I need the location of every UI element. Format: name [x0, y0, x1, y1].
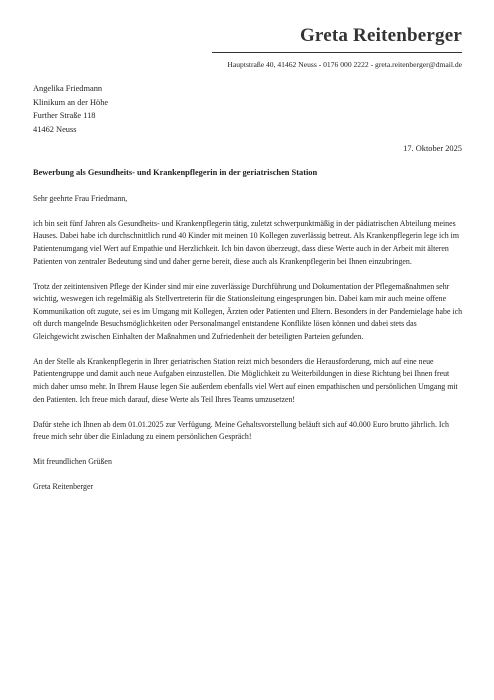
closing: Mit freundlichen Grüßen	[33, 456, 112, 466]
recipient-address	[33, 82, 108, 136]
sender-name: Greta Reitenberger	[299, 25, 462, 46]
header-divider	[212, 52, 462, 53]
letter-body	[33, 193, 464, 506]
sender-contact-line: Hauptstraße 40, 41462 Neuss - 0176 000 2222 - greta.reitenberger@dmail.de	[227, 60, 462, 69]
recipient-name: Angelika Friedmann	[33, 84, 103, 93]
recipient-street: Further Straße 118	[33, 111, 96, 120]
signature: Greta Reitenberger	[33, 481, 94, 491]
body-paragraph: An der Stelle als Krankenpflegerin in Ihrer geriatrischen Station reizt mich besonders die Herausforderung, mich auf eine neue Patientengruppe und damit auch neue Aufgaben einzustellen. Die Möglichkeit zu Weiterbildungen in diese Richtung bei Ihnen freut mich daher umso mehr. In Ihrem Hause legen Sie außerdem ebenfalls viel Wert auf einen empathischen und persönlichen Umgang mit den Patienten. Ich freue mich darauf, diese Werte als Teil Ihres Teams umzusetzen!	[33, 356, 458, 404]
recipient-city: 41462 Neuss	[33, 124, 77, 134]
letter-date: 17. Oktober 2025	[403, 144, 462, 153]
salutation: Sehr geehrte Frau Friedmann,	[33, 194, 128, 203]
body-paragraph: Dafür stehe ich Ihnen ab dem 01.01.2025 zur Verfügung. Meine Gehaltsvorstellung beläuft sich auf 40.000 Euro brutto jährlich. Ich freue mich sehr über die Einladung zu einem persönlichen Gespräch!	[33, 419, 449, 442]
recipient-organization: Klinikum an der Höhe	[33, 97, 109, 107]
body-paragraph: Trotz der zeitintensiven Pflege der Kinder sind mir eine zuverlässige Durchführung und Dokumentation der Pflegemaßnahmen sehr wichtig, weswegen ich regelmäßig als Stellvertreterin für die Stationsleitung eingesprungen bin. Dabei kam mir auch meine offene Kommunikation oft zugute, sei es im Umgang mit Kollegen, Ärzten oder Patienten und Eltern. Besonders in der Pandemielage habe ich oft durch mangelnde Besuchsmöglichkeiten oder Personalmangel entstandene Konflikte lösen können und dabei stets das Gleichgewicht zwischen Einhalten der Maßnahmen und Zufriedenheit der beteiligten Parteien gefunden.	[33, 281, 463, 341]
body-paragraph: ich bin seit fünf Jahren als Gesundheits- und Krankenpflegerin tätig, zuletzt schwerpunktmäßig in der pädiatrischen Abteilung meines Hauses. Dabei habe ich durchschnittlich rund 40 Kinder mit meinen 10 Kollegen zuverlässig betreut. Als Krankenpflegerin lege ich im Patientenumgang viel Wert auf Empathie und Herzlichkeit. Ich bin davon überzeugt, dass diese Werte auch in der Arbeit mit älteren Patienten von zentraler Bedeutung sind und daher gerne bereit, diese auch als Krankenpflegerin bei Ihnen einzubringen.	[33, 218, 459, 266]
letter-subject: Bewerbung als Gesundheits- und Krankenpflegerin in der geriatrischen Station	[33, 168, 318, 177]
